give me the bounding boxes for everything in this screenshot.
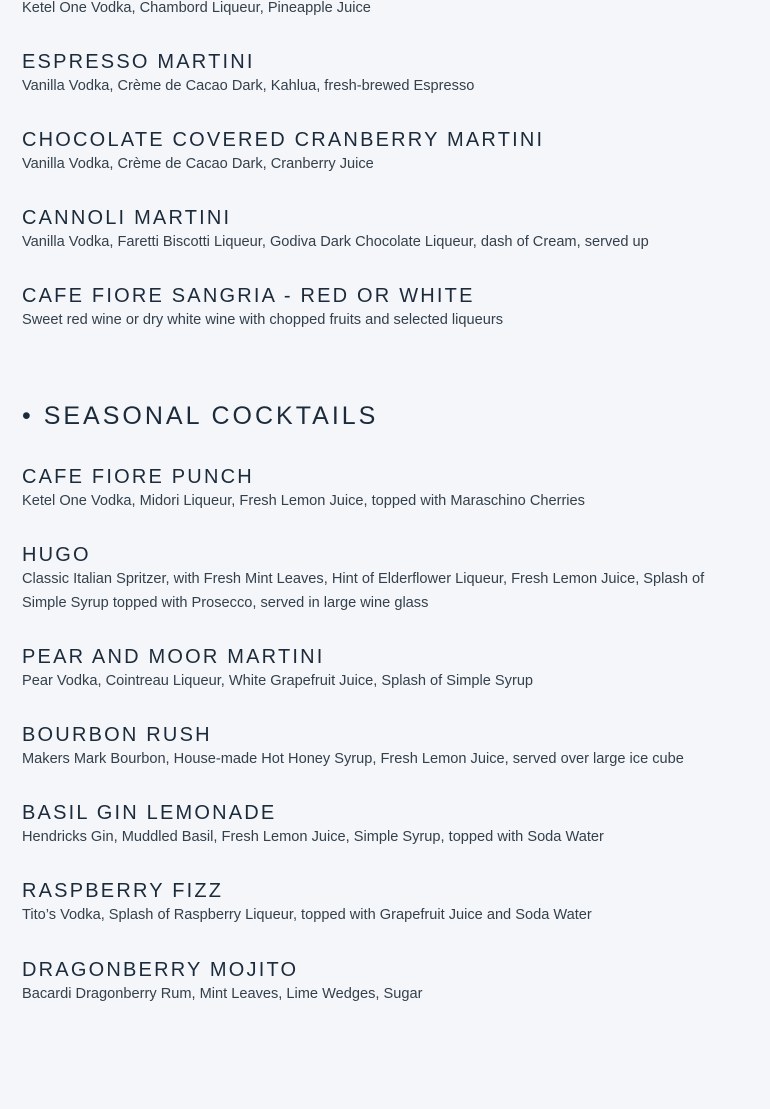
- menu-item-cannoli-martini: [22, 206, 748, 254]
- menu-item-chocolate-covered-cranberry-martini: [22, 128, 748, 176]
- menu-item-hugo: [22, 543, 748, 615]
- section-title-seasonal-cocktails: • SEASONAL COCKTAILS: [22, 402, 379, 430]
- menu-item-description: Vanilla Vodka, Crème de Cacao Dark, Cranberry Juice: [22, 156, 374, 172]
- menu-item-description: Tito’s Vodka, Splash of Raspberry Liqueur, topped with Grapefruit Juice and Soda Water: [22, 907, 592, 923]
- menu-item-description: Makers Mark Bourbon, House-made Hot Honey Syrup, Fresh Lemon Juice, served over large ice cube: [22, 751, 684, 767]
- menu-item-name: CAFE FIORE SANGRIA - RED OR WHITE: [22, 285, 475, 307]
- menu-item-name: ESPRESSO MARTINI: [22, 51, 255, 73]
- menu-item-name: HUGO: [22, 544, 91, 566]
- menu-item-description: Classic Italian Spritzer, with Fresh Mint Leaves, Hint of Elderflower Liqueur, Fresh Lemon Juice, Splash of Simple Syrup topped with Prosecco, served in large wine glass: [22, 571, 705, 611]
- menu-item-description: Ketel One Vodka, Midori Liqueur, Fresh Lemon Juice, topped with Maraschino Cherries: [22, 493, 585, 509]
- menu-item-name: BOURBON RUSH: [22, 724, 212, 746]
- menu-item-description: Hendricks Gin, Muddled Basil, Fresh Lemon Juice, Simple Syrup, topped with Soda Water: [22, 829, 604, 845]
- menu-item-name: DRAGONBERRY MOJITO: [22, 959, 299, 981]
- menu-item-description: Bacardi Dragonberry Rum, Mint Leaves, Lime Wedges, Sugar: [22, 986, 423, 1002]
- menu-item-dragonberry-mojito: [22, 958, 748, 1006]
- menu-item-cafe-fiore-punch: [22, 465, 748, 513]
- menu-item-description: Sweet red wine or dry white wine with chopped fruits and selected liqueurs: [22, 312, 504, 328]
- menu-item-description: Vanilla Vodka, Faretti Biscotti Liqueur, Godiva Dark Chocolate Liqueur, dash of Cream, served up: [22, 234, 649, 250]
- menu-item-cafe-fiore-sangria: [22, 284, 748, 332]
- menu-item-name: CHOCOLATE COVERED CRANBERRY MARTINI: [22, 129, 545, 151]
- menu-item-name: BASIL GIN LEMONADE: [22, 802, 277, 824]
- menu-item-pear-and-moor-martini: [22, 645, 748, 693]
- menu-item-name: CANNOLI MARTINI: [22, 207, 232, 229]
- menu-item-description: Pear Vodka, Cointreau Liqueur, White Grapefruit Juice, Splash of Simple Syrup: [22, 673, 534, 689]
- menu-item-top-fragment: [22, 0, 748, 20]
- menu-item-description: Vanilla Vodka, Crème de Cacao Dark, Kahlua, fresh-brewed Espresso: [22, 78, 475, 94]
- menu-item-description: Ketel One Vodka, Chambord Liqueur, Pineapple Juice: [22, 0, 371, 16]
- menu-item-basil-gin-lemonade: [22, 801, 748, 849]
- menu-item-name: RASPBERRY FIZZ: [22, 880, 224, 902]
- menu-item-espresso-martini: [22, 50, 748, 98]
- menu-item-bourbon-rush: [22, 723, 748, 771]
- menu-item-raspberry-fizz: [22, 879, 748, 927]
- menu-item-name: CAFE FIORE PUNCH: [22, 466, 254, 488]
- menu-item-name: PEAR AND MOOR MARTINI: [22, 646, 325, 668]
